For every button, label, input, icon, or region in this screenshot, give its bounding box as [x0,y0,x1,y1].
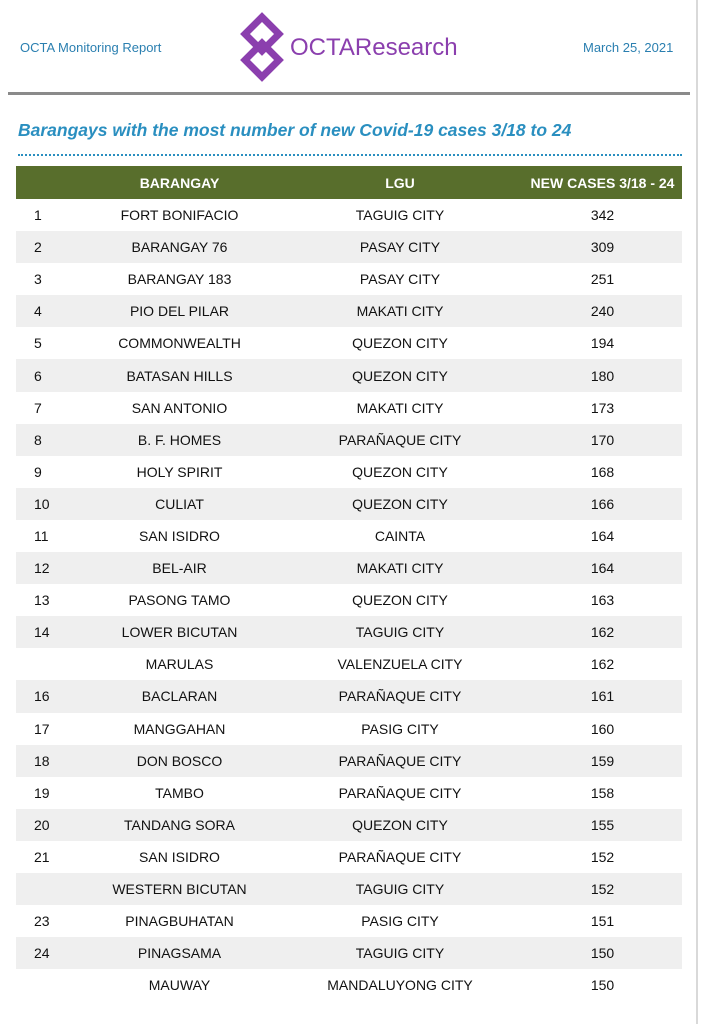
report-date: March 25, 2021 [583,40,674,55]
lgu-cell: QUEZON CITY [277,488,523,520]
table-row [16,295,682,327]
new-cases-cell: 168 [590,463,615,480]
rank-cell: 5 [34,335,42,352]
barangay-cell: CULIAT [82,488,277,520]
lgu-cell: PASIG CITY [361,720,439,737]
rank-cell: 8 [16,424,82,456]
lgu-cell: PARAÑAQUE CITY [277,745,523,777]
barangay-cell: HOLY SPIRIT [136,463,223,480]
column-header-new-cases: NEW CASES 3/18 - 24 [523,166,682,199]
rank-cell: 1 [34,207,42,224]
title-divider [18,154,682,156]
new-cases-cell: 158 [590,784,615,801]
table-row [16,648,682,680]
lgu-cell: PARAÑAQUE CITY [338,784,462,801]
brand-name: OCTAResearch [290,34,458,61]
rank-cell [16,873,82,905]
column-header-rank [16,166,82,199]
new-cases-cell: 309 [523,231,682,263]
table-row [16,231,682,263]
barangay-cell: TAMBO [155,784,204,801]
lgu-cell: VALENZUELA CITY [337,656,463,673]
lgu-cell: TAGUIG CITY [277,873,523,905]
rank-cell: 20 [16,809,82,841]
barangay-cell: BARANGAY 76 [82,231,277,263]
table-row [16,713,682,745]
new-cases-cell: 151 [590,913,615,930]
table-row [16,809,682,841]
page-edge-rule [696,0,698,1024]
barangay-cell: BARANGAY 183 [127,271,232,288]
rank-cell: 7 [34,399,42,416]
barangay-cell: TANDANG SORA [82,809,277,841]
report-header [0,0,704,96]
table-row [16,616,682,648]
rank-cell: 23 [34,913,50,930]
new-cases-cell: 162 [590,656,615,673]
table-row [16,520,682,552]
lgu-cell: QUEZON CITY [352,463,448,480]
new-cases-cell: 150 [523,937,682,969]
new-cases-cell: 152 [590,848,615,865]
new-cases-cell: 164 [590,527,615,544]
barangay-cell: PINAGSAMA [82,937,277,969]
rank-cell: 4 [16,295,82,327]
octa-logo-icon [238,12,290,84]
table-header-row [16,166,682,199]
barangay-cell: DON BOSCO [82,745,277,777]
barangay-cell: SAN ISIDRO [139,527,220,544]
column-header-lgu: LGU [277,166,523,199]
rank-cell [16,969,82,1001]
lgu-cell: MAKATI CITY [277,295,523,327]
table-row [16,456,682,488]
barangay-cell: COMMONWEALTH [118,335,241,352]
lgu-cell: MAKATI CITY [356,399,444,416]
rank-cell: 17 [34,720,50,737]
table-row [16,552,682,584]
table-row [16,327,682,359]
rank-cell: 11 [34,527,49,544]
table-row [16,745,682,777]
lgu-cell: PARAÑAQUE CITY [277,680,523,712]
rank-cell: 2 [16,231,82,263]
barangay-cell: PINAGBUHATAN [125,913,234,930]
new-cases-cell: 161 [523,680,682,712]
new-cases-cell: 152 [523,873,682,905]
new-cases-cell: 170 [523,424,682,456]
lgu-cell: PARAÑAQUE CITY [338,848,462,865]
lgu-cell: TAGUIG CITY [355,207,445,224]
rank-cell [16,648,82,680]
lgu-cell: MAKATI CITY [277,552,523,584]
new-cases-cell: 150 [590,977,615,994]
table-row [16,905,682,937]
table-row [16,359,682,391]
rank-cell: 3 [34,271,42,288]
barangay-cell: MAUWAY [148,977,211,994]
table-row [16,199,682,231]
rank-cell: 16 [16,680,82,712]
barangay-cell: MARULAS [145,656,214,673]
rank-cell: 6 [16,359,82,391]
lgu-cell: CAINTA [374,527,426,544]
new-cases-cell: 162 [523,616,682,648]
table-row [16,424,682,456]
rank-cell: 24 [16,937,82,969]
table-row [16,873,682,905]
new-cases-cell: 342 [590,207,615,224]
table-row [16,937,682,969]
barangay-cell: BEL-AIR [82,552,277,584]
table-row [16,777,682,809]
rank-cell: 13 [34,592,50,609]
barangay-cell: WESTERN BICUTAN [82,873,277,905]
new-cases-cell: 155 [523,809,682,841]
rank-cell: 18 [16,745,82,777]
barangay-cell: SAN ANTONIO [131,399,228,416]
lgu-cell: MANDALUYONG CITY [327,977,473,994]
barangay-cell: SAN ISIDRO [139,848,220,865]
table-row [16,263,682,295]
barangay-cell: PIO DEL PILAR [82,295,277,327]
rank-cell: 12 [16,552,82,584]
lgu-cell: PARAÑAQUE CITY [277,424,523,456]
report-name: OCTA Monitoring Report [20,40,162,55]
new-cases-cell: 251 [590,271,615,288]
barangay-cell: PASONG TAMO [128,592,231,609]
header-divider [8,92,690,95]
barangay-cell: LOWER BICUTAN [82,616,277,648]
barangay-cell: BATASAN HILLS [82,359,277,391]
new-cases-cell: 166 [523,488,682,520]
barangay-cases-table [16,166,682,1001]
column-header-barangay: BARANGAY [82,166,277,199]
rank-cell: 9 [34,463,42,480]
new-cases-cell: 180 [523,359,682,391]
barangay-cell: BACLARAN [82,680,277,712]
rank-cell: 10 [16,488,82,520]
lgu-cell: QUEZON CITY [352,592,448,609]
lgu-cell: QUEZON CITY [277,809,523,841]
new-cases-cell: 173 [590,399,615,416]
octa-logo [238,12,478,84]
rank-cell: 19 [34,784,50,801]
table-row [16,584,682,616]
new-cases-cell: 240 [523,295,682,327]
lgu-cell: PASAY CITY [359,271,441,288]
table-row [16,969,682,1001]
lgu-cell: PASIG CITY [361,913,439,930]
table-row [16,488,682,520]
barangay-cell: B. F. HOMES [82,424,277,456]
table-row [16,841,682,873]
new-cases-cell: 159 [523,745,682,777]
table-row [16,680,682,712]
rank-cell: 14 [16,616,82,648]
rank-cell: 21 [34,848,50,865]
lgu-cell: QUEZON CITY [277,359,523,391]
page-title: Barangays with the most number of new Covid-19 cases 3/18 to 24 [18,120,572,140]
new-cases-cell: 160 [590,720,615,737]
lgu-cell: TAGUIG CITY [277,616,523,648]
new-cases-cell: 164 [523,552,682,584]
table-row [16,392,682,424]
lgu-cell: PASAY CITY [277,231,523,263]
new-cases-cell: 194 [590,335,615,352]
new-cases-cell: 163 [590,592,615,609]
lgu-cell: QUEZON CITY [352,335,448,352]
barangay-cell: FORT BONIFACIO [120,207,239,224]
lgu-cell: TAGUIG CITY [277,937,523,969]
barangay-cell: MANGGAHAN [133,720,226,737]
